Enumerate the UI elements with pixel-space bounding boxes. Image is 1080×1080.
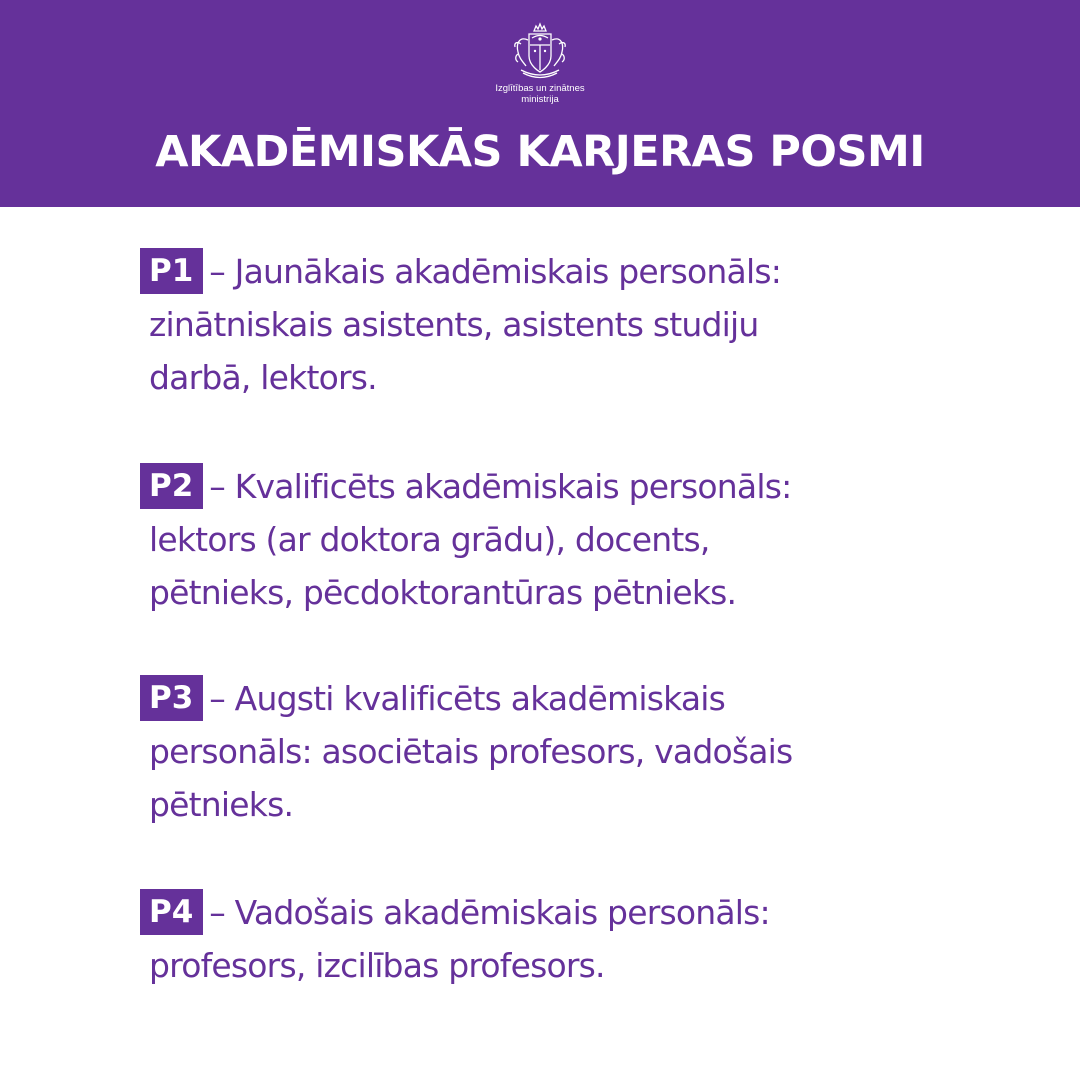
stage-p3	[140, 672, 940, 831]
page-title: AKADĒMISKĀS KARJERAS POSMI	[155, 127, 925, 177]
stage-p1-text2: zinātniskais asistents, asistents studiju	[149, 305, 759, 344]
stage-badge-p4: P4	[140, 889, 203, 935]
ministry-name-line1: Izglītības un zinātnes	[495, 83, 585, 94]
stage-p2-text1: – Kvalificēts akadēmiskais personāls:	[209, 467, 792, 506]
stage-p3-text1: – Augsti kvalificēts akadēmiskais	[209, 679, 726, 718]
header-banner	[0, 0, 1080, 207]
stage-p1-text3: darbā, lektors.	[149, 358, 377, 397]
stage-p2-line1	[140, 460, 940, 513]
stage-p3-line1	[140, 672, 940, 725]
stage-p4-line1	[140, 886, 940, 939]
stage-p1-line1	[140, 245, 940, 298]
coat-of-arms-icon	[509, 22, 571, 82]
stage-p2-text3: pētnieks, pēcdoktorantūras pētnieks.	[149, 573, 737, 612]
stage-badge-p3: P3	[140, 675, 203, 721]
stage-p3-text3: pētnieks.	[149, 785, 294, 824]
stage-p3-text2: personāls: asociētais profesors, vadošais	[149, 732, 793, 771]
stage-p2	[140, 460, 940, 619]
stage-p2-text2: lektors (ar doktora grādu), docents,	[149, 520, 710, 559]
stage-p4-text2: profesors, izcilības profesors.	[149, 946, 605, 985]
stage-p1-text1: – Jaunākais akadēmiskais personāls:	[209, 252, 782, 291]
stage-p4-text1: – Vadošais akadēmiskais personāls:	[209, 893, 770, 932]
ministry-name	[0, 83, 1080, 105]
stage-p1	[140, 245, 940, 404]
ministry-logo	[0, 22, 1080, 105]
stage-badge-p1: P1	[140, 248, 203, 294]
ministry-name-line2: ministrija	[521, 94, 559, 105]
stage-badge-p2: P2	[140, 463, 203, 509]
stage-p4	[140, 886, 940, 992]
